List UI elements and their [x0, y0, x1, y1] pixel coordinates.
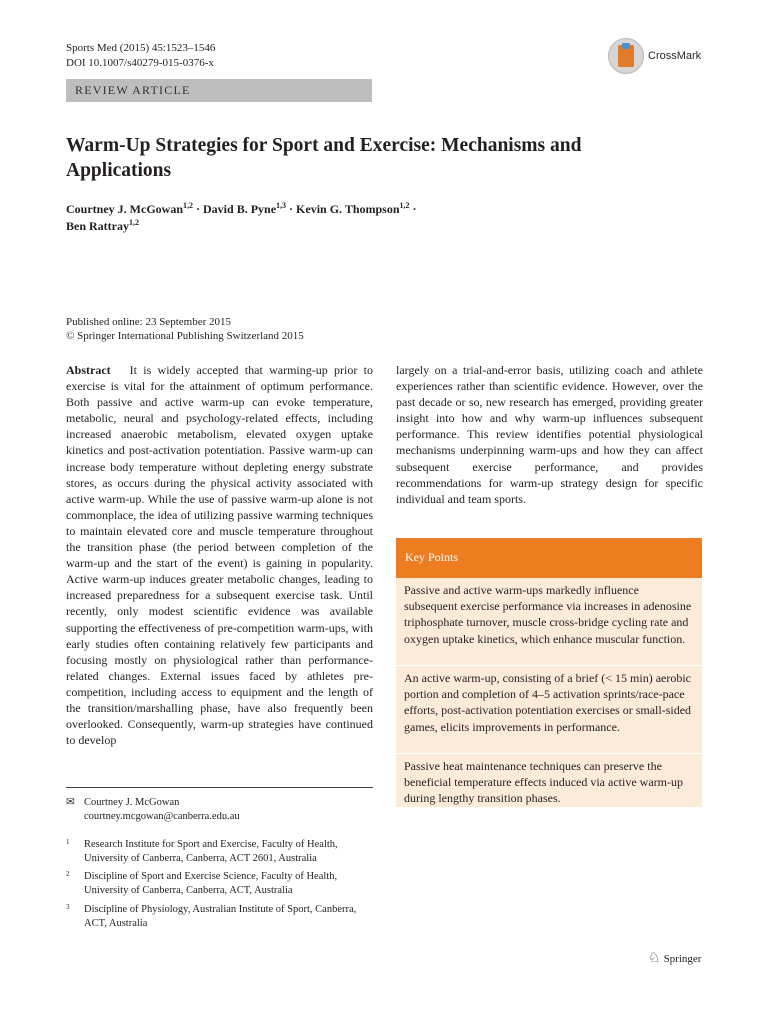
- author-affiliation: 1,3: [276, 201, 287, 210]
- abstract-heading: Abstract: [66, 363, 111, 377]
- affiliation: [66, 838, 366, 866]
- article-type: REVIEW ARTICLE: [75, 83, 191, 97]
- key-points-heading: Key Points: [405, 550, 459, 564]
- footnote-divider: [66, 787, 373, 788]
- key-point-item: Passive heat maintenance techniques can preserve the beneficial temperature effects induced via active warm-up during lengthy transition phases.: [396, 754, 702, 807]
- publisher-logo: [648, 953, 701, 965]
- key-point-item: An active warm-up, consisting of a brief (< 15 min) aerobic portion and completion of 4–5 activation sprints/race-pace efforts, post-activation potentiation exercises or small-sided games, elicits improvements in performance.: [396, 666, 702, 753]
- affiliation-number: 3: [66, 903, 70, 911]
- affiliation-number: 1: [66, 838, 70, 846]
- author-name[interactable]: Ben Rattray: [66, 219, 129, 233]
- affiliation-text: Research Institute for Sport and Exercise, Faculty of Health, University of Canberra, Canberra, ACT 2601, Australia: [84, 839, 338, 864]
- author-affiliation: 1,2: [183, 201, 193, 210]
- affiliation-number: 2: [66, 870, 70, 878]
- published-online-date: Published online: 23 September 2015: [66, 316, 231, 328]
- correspondence: [66, 796, 376, 824]
- author-affiliation: 1,2: [399, 201, 410, 210]
- author-name[interactable]: Kevin G. Thompson: [296, 202, 400, 216]
- publisher-name: Springer: [663, 953, 702, 965]
- abstract-right-column: largely on a trial-and-error basis, utilizing coach and athlete experiences rather than scientific evidence. However, over the past decade or so, new research has emerged, providing greater insight into how and why warm-up influences subsequent performance. This review identifies potential physiological mechanisms underpinning warm-ups and how they can affect subsequent exercise performance, and provides recommendations for warm-up strategy design for specific individual and team sports.: [396, 363, 703, 506]
- crossmark-badge[interactable]: [608, 38, 706, 76]
- publication-info: [66, 315, 304, 343]
- correspondence-name: Courtney J. McGowan: [84, 797, 180, 808]
- crossmark-label: CrossMark: [648, 50, 702, 62]
- springer-horse-icon: ♘: [648, 951, 661, 966]
- correspondence-email[interactable]: courtney.mcgowan@canberra.edu.au: [84, 811, 240, 822]
- affiliation-text: Discipline of Sport and Exercise Science, Faculty of Health, University of Canberra, Canberra, ACT, Australia: [84, 871, 338, 896]
- doi-line[interactable]: DOI 10.1007/s40279-015-0376-x: [66, 57, 214, 69]
- envelope-icon: ✉: [66, 797, 75, 808]
- key-points-header: [396, 538, 702, 578]
- copyright-notice: © Springer International Publishing Switzerland 2015: [66, 330, 304, 342]
- abstract-left-column: [66, 362, 373, 748]
- author-name[interactable]: David B. Pyne: [203, 202, 277, 216]
- affiliation: [66, 870, 366, 898]
- author-affiliation: 1,2: [129, 218, 139, 227]
- author-list: Courtney J. McGowan$^{1,2}$ · David B. Pyne$^{1,3}$ · Kevin G. Thompson$^{1,2}$ · Ben Rattray$^{1,2}$: [66, 201, 417, 233]
- article-title: Warm-Up Strategies for Sport and Exercise: Mechanisms and Applications: [66, 135, 582, 181]
- article-type-banner: [66, 79, 372, 102]
- key-point-item: Passive and active warm-ups markedly influence subsequent exercise performance via increases in adenosine triphosphate turnover, muscle cross-bridge cycling rate and oxygen uptake kinetics, which enhance muscular function.: [396, 578, 702, 665]
- crossmark-icon: [608, 38, 644, 74]
- abstract-text: It is widely accepted that warming-up prior to exercise is vital for the attainment of optimum performance. Both passive and active warm-up can evoke temperature, metabolic, neural and psychology-related effects, including increased anaerobic metabolism, elevated oxygen uptake kinetics and post-activation potentiation. Passive warm-up can increase body temperature without depleting energy substrate stores, as occurs during the physical activity associated with active warm-up. While the use of passive warm-up alone is not commonplace, the idea of utilizing passive warming techniques to maintain elevated core and muscle temperature throughout the transition phase (the period between completion of the warm-up and the start of the event) is gaining in popularity. Active warm-up induces greater metabolic changes, leading to increased preparedness for a subsequent exercise task. Until recently, only modest scientific evidence was available supporting the effectiveness of pre-competition warm-ups, with early studies often containing relatively few participants and focusing mostly on physiological rather than performance-related changes. External issues faced by athletes pre-competition, including access to equipment and the length of the transition/marshalling phase, have also frequently been overlooked. Consequently, warm-up strategies have continued to develop: [66, 363, 374, 748]
- affiliation-text: Discipline of Physiology, Australian Institute of Sport, Canberra, ACT, Australia: [84, 904, 357, 929]
- journal-line: Sports Med (2015) 45:1523–1546: [66, 42, 216, 54]
- author-name[interactable]: Courtney J. McGowan: [66, 202, 183, 216]
- affiliation: [66, 903, 366, 931]
- journal-citation: [66, 41, 215, 71]
